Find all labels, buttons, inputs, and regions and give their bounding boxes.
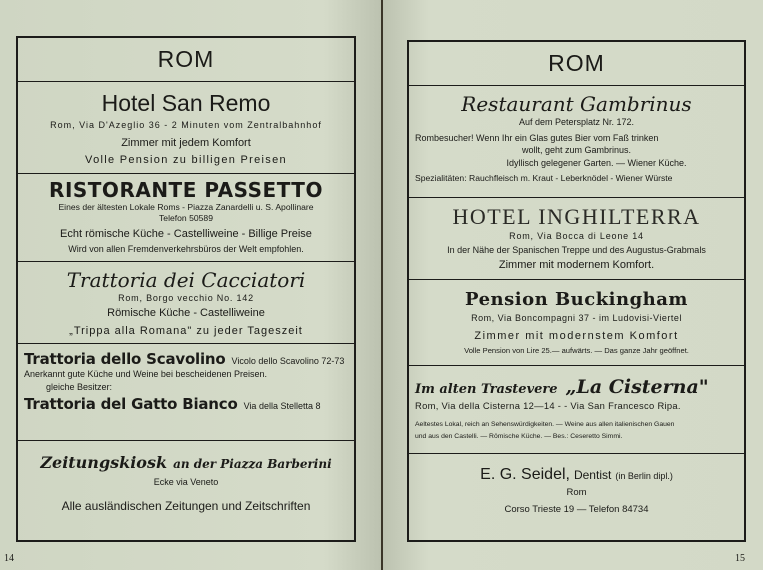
cisterna-line2: und aus den Castelli. — Römische Küche. — Bes.: Ceseretto Simmi.	[415, 433, 623, 440]
ad-ristorante-passetto	[18, 174, 354, 262]
gambrinus-line2: wollt, geht zum Gambrinus.	[521, 145, 632, 155]
ad-la-cisterna	[409, 366, 744, 454]
gatto-bianco-address: Via della Stelletta 8	[243, 401, 321, 411]
buckingham-line2: Volle Pension von Lire 25.— aufwärts. — Das ganze Jahr geöffnet.	[464, 346, 689, 355]
hotel-san-remo-line2: Volle Pension zu billigen Preisen	[85, 154, 287, 166]
left-header-text: ROM	[157, 46, 215, 72]
gambrinus-line1: Rombesucher! Wenn Ihr ein Glas gutes Bier vom Faß trinken	[415, 133, 659, 143]
ad-zeitungskiosk	[18, 441, 354, 538]
kiosk-location: an der Piazza Barberini	[173, 457, 332, 471]
buckingham-name: Pension Buckingham	[465, 289, 688, 310]
left-page-header	[18, 38, 354, 82]
gambrinus-name: Restaurant Gambrinus	[461, 92, 692, 116]
hotel-san-remo-address: Rom, Via D'Azeglio 36 - 2 Minuten vom Zentralbahnhof	[50, 120, 322, 130]
buckingham-line1: Zimmer mit modernstem Komfort	[474, 330, 679, 342]
cacciatori-address: Rom, Borgo vecchio No. 142	[118, 293, 254, 303]
hotel-san-remo-name: Hotel San Remo	[101, 90, 271, 116]
cisterna-address: Rom, Via della Cisterna 12—14 - - Via San Francesco Ripa.	[415, 400, 681, 411]
inghilterra-line2: Zimmer mit modernem Komfort.	[498, 259, 655, 271]
cacciatori-line1: Römische Küche - Castelliweine	[107, 307, 265, 319]
seidel-note: (in Berlin dipl.)	[615, 471, 673, 481]
inghilterra-line1: In der Nähe der Spanischen Treppe und des Augustus-Grabmals	[447, 245, 706, 255]
scavolino-line2: gleiche Besitzer:	[46, 382, 113, 392]
hotel-san-remo-line1: Zimmer mit jedem Komfort	[121, 137, 251, 149]
cisterna-name: „La Cisterna"	[565, 376, 709, 398]
left-page	[0, 0, 381, 570]
kiosk-line2: Alle ausländischen Zeitungen und Zeitschriften	[61, 499, 311, 513]
cacciatori-name: Trattoria dei Cacciatori	[66, 268, 306, 292]
inghilterra-address: Rom, Via Bocca di Leone 14	[509, 231, 644, 241]
right-page-frame	[407, 40, 746, 542]
gambrinus-address: Auf dem Petersplatz Nr. 172.	[518, 117, 635, 127]
seidel-address: Corso Trieste 19 — Telefon 84734	[504, 504, 649, 515]
ad-trattoria-scavolino	[18, 344, 354, 441]
scavolino-name: Trattoria dello Scavolino	[24, 350, 226, 368]
seidel-city: Rom	[566, 487, 587, 498]
cisterna-area: Im alten Trastevere	[415, 382, 558, 397]
ad-trattoria-cacciatori	[18, 262, 354, 344]
inghilterra-name: HOTEL INGHILTERRA	[452, 204, 701, 229]
gatto-bianco-row	[18, 395, 354, 413]
ad-hotel-san-remo	[18, 82, 354, 174]
seidel-title-row	[409, 466, 744, 484]
passetto-line4: Wird von allen Fremdenverkehrsbüros der Welt empfohlen.	[68, 244, 304, 254]
kiosk-line1: Ecke via Veneto	[153, 477, 219, 487]
passetto-line3: Echt römische Küche - Castelliweine - Billige Preise	[60, 228, 312, 240]
gatto-bianco-name: Trattoria del Gatto Bianco	[24, 395, 238, 413]
seidel-name: E. G. Seidel,	[480, 466, 570, 483]
right-header-text: ROM	[548, 50, 605, 76]
page-number-left: 14	[4, 553, 14, 564]
seidel-title: Dentist	[573, 468, 612, 482]
ad-hotel-inghilterra	[409, 198, 744, 280]
passetto-name: RISTORANTE PASSETTO	[49, 178, 323, 202]
cisterna-line1: Aeltestes Lokal, reich an Sehenswürdigkeiten. — Weine aus allen italienischen Gauen	[415, 421, 675, 428]
scavolino-row	[18, 350, 354, 368]
passetto-line2: Telefon 50589	[159, 213, 213, 223]
right-page-header	[409, 42, 744, 86]
cacciatori-line2: „Trippa alla Romana" zu jeder Tageszeit	[69, 325, 303, 337]
cisterna-title-row	[409, 376, 744, 398]
scavolino-line1: Anerkannt gute Küche und Weine bei bescheidenen Preisen.	[24, 369, 268, 379]
buckingham-address: Rom, Via Boncompagni 37 - im Ludovisi-Viertel	[471, 313, 682, 323]
right-page	[383, 0, 763, 570]
ad-pension-buckingham	[409, 280, 744, 366]
kiosk-title-row	[18, 453, 354, 472]
left-page-frame	[16, 36, 356, 542]
page-number-right: 15	[735, 553, 745, 564]
gambrinus-line4: Spezialitäten: Rauchfleisch m. Kraut - Leberknödel - Wiener Würste	[415, 173, 673, 183]
ad-restaurant-gambrinus	[409, 86, 744, 198]
passetto-line1: Eines der ältesten Lokale Roms - Piazza Zanardelli u. S. Apollinare	[58, 202, 314, 212]
gambrinus-line3: Idyllisch gelegener Garten. — Wiener Küche.	[506, 158, 687, 168]
kiosk-name: Zeitungskiosk	[40, 453, 168, 472]
scavolino-address: Vicolo dello Scavolino 72-73	[231, 356, 345, 366]
ad-dentist-seidel	[409, 454, 744, 536]
